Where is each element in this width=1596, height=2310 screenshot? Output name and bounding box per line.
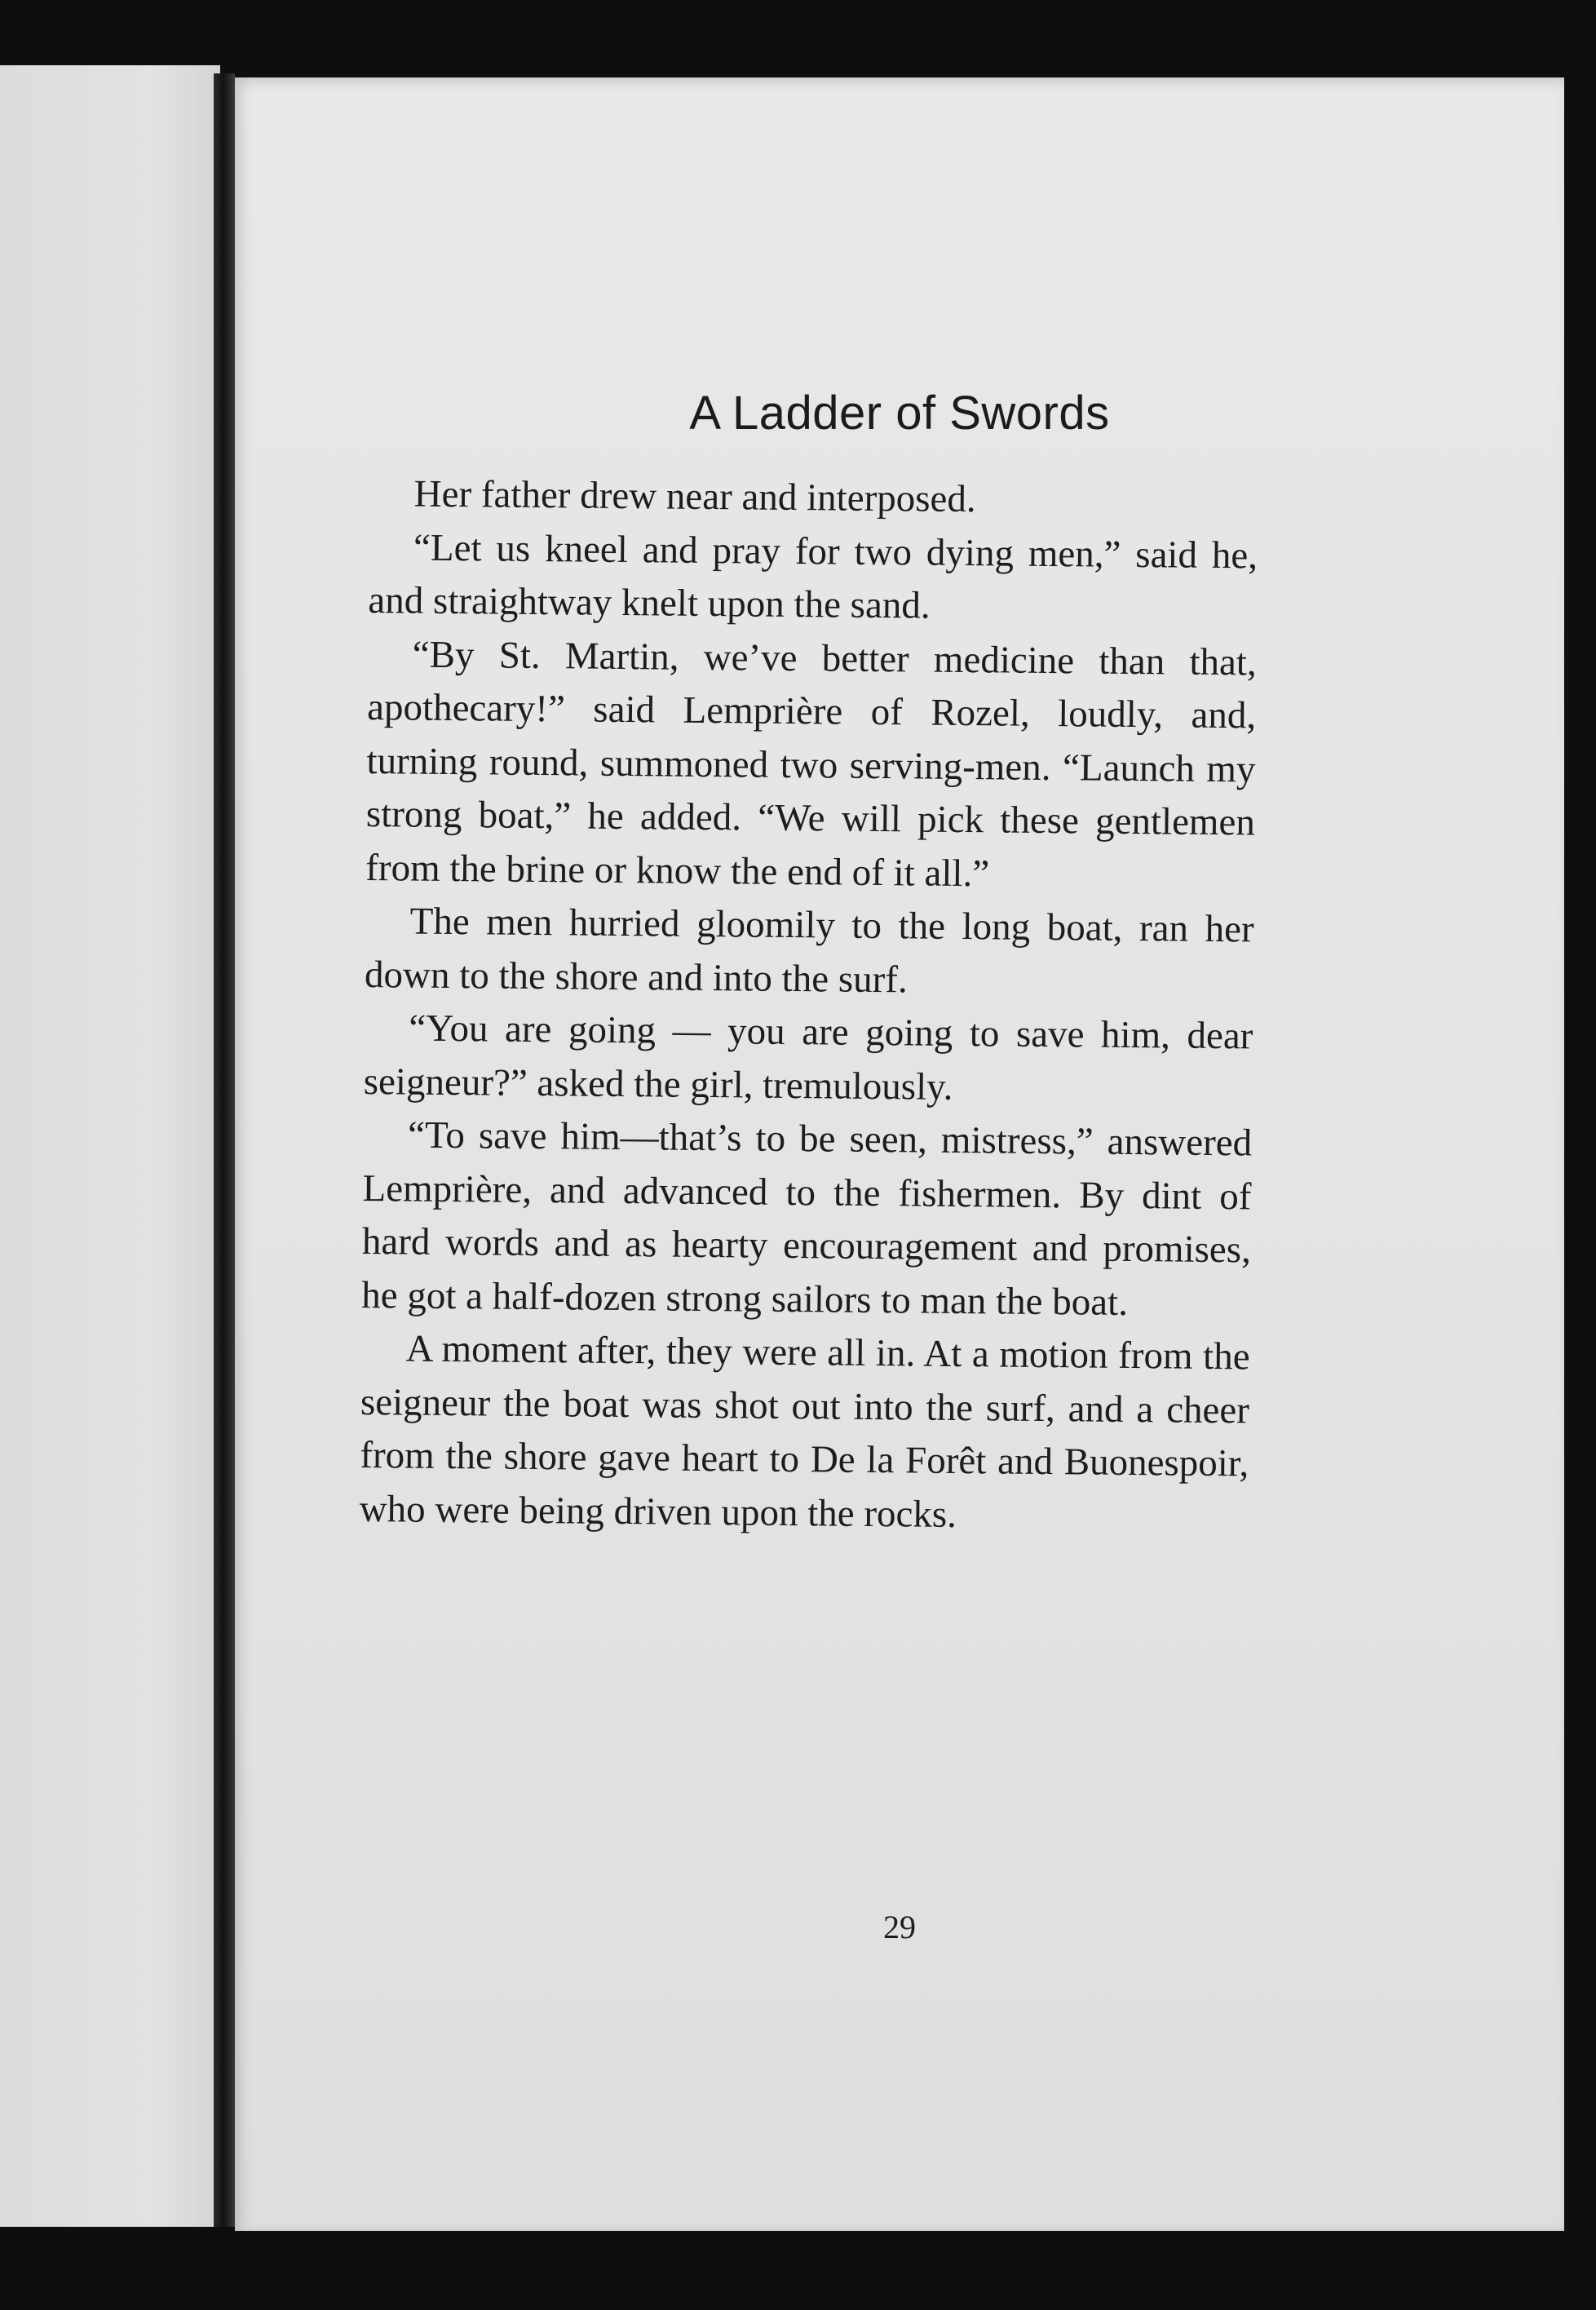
paragraph: The men hurried gloomily to the long boat, ran her down to the shore and into the surf.: [364, 900, 1254, 1001]
paragraph: “You are going — you are going to save him, dear seigneur?” asked the girl, tremulously.: [363, 1007, 1253, 1109]
page-number: 29: [883, 1909, 916, 1945]
left-page-edge: [0, 65, 220, 2227]
book-gutter: [214, 73, 235, 2227]
paragraph: “Let us kneel and pray for two dying men,” said he, and straightway knelt upon the sand.: [368, 526, 1258, 627]
book-page: [235, 77, 1564, 2231]
paragraph: Her father drew near and interposed.: [413, 472, 976, 521]
paragraph: “To save him—that’s to be seen, mistress,” answered Lemprière, and advanced to the fishermen. By dint of hard words and as hearty encouragement and promises, he got a half-dozen strong sailors to man the boat.: [361, 1113, 1253, 1324]
running-head: A Ladder of Swords: [689, 387, 1110, 440]
scan-border: [0, 2231, 1596, 2310]
paragraph: “By St. Martin, we’ve better medicine than that, apothecary!” said Lemprière of Rozel, loudly, and, turning round, summoned two serving-men. “Launch my strong boat,” he added. “We will pick these gentlemen from the brine or know the end of it all.”: [365, 633, 1258, 895]
body-text: [359, 467, 1258, 1544]
paragraph: A moment after, they were all in. At a motion from the seigneur the boat was shot out into the surf, and a cheer from the shore gave heart to De la Forêt and Buonespoir, who were being driven upon the rocks.: [359, 1327, 1250, 1536]
